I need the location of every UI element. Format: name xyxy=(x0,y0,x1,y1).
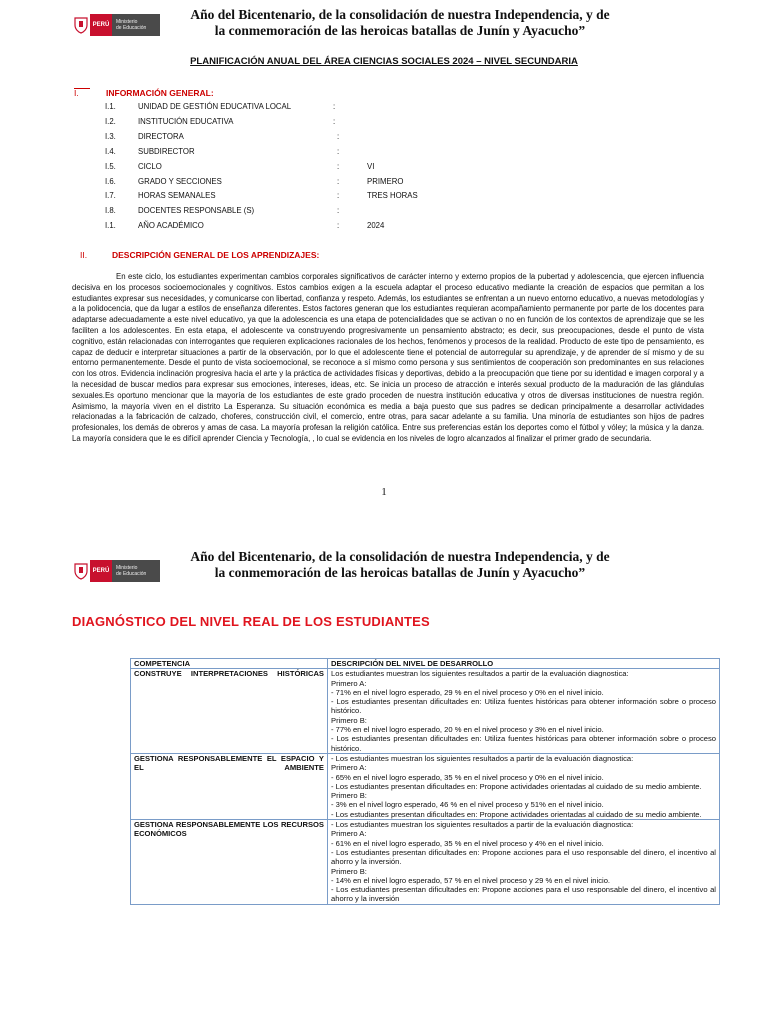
competency-cell: GESTIONA RESPONSABLEMENTE EL ESPACIO Y EL AMBIENTE xyxy=(131,753,328,819)
info-row xyxy=(105,191,505,205)
info-sep: : xyxy=(333,116,336,126)
info-n: I.2. xyxy=(105,116,116,126)
competency-cell: GESTIONA RESPONSABLEMENTE LOS RECURSOS ECONÓMICOS xyxy=(131,820,328,905)
info-row xyxy=(105,117,505,131)
info-value: VI xyxy=(367,161,375,171)
description-line: - Los estudiantes presentan dificultades en: Utiliza fuentes históricas para obtener información sobre o proceso histórico. xyxy=(331,734,716,753)
description-line: - 65% en el nivel logro esperado, 35 % en el nivel proceso y 0% en el nivel inicio. xyxy=(331,772,604,782)
info-row xyxy=(105,132,505,146)
logo-peru-text: PERÚ xyxy=(90,560,112,582)
info-label: DIRECTORA xyxy=(138,131,184,141)
info-label: CICLO xyxy=(138,161,162,171)
description-line: - Los estudiantes presentan dificultades en: Utiliza fuentes históricas para obtener información sobre o proceso histórico. xyxy=(331,697,716,716)
description-line: - 71% en el nivel logro esperado, 29 % en el nivel proceso y 0% en el nivel inicio. xyxy=(331,687,604,697)
description-line: Primero B: xyxy=(331,791,367,801)
description-line: - 77% en el nivel logro esperado, 20 % en el nivel proceso y 3% en el nivel inicio. xyxy=(331,725,604,735)
logo-ministry-text: Ministerio de Educación xyxy=(112,14,160,36)
info-row xyxy=(105,102,505,116)
info-row xyxy=(105,147,505,161)
description-line: Primero A: xyxy=(331,763,367,773)
info-sep: : xyxy=(333,102,336,111)
minedu-logo xyxy=(72,14,160,36)
description-line: - Los estudiantes presentan dificultades en: Propone actividades orientadas al cuidado de su medio ambiente. xyxy=(331,809,702,819)
info-row xyxy=(105,177,505,191)
page-header-2 xyxy=(0,546,768,596)
info-n: I.8. xyxy=(105,206,116,216)
info-label: AÑO ACADÉMICO xyxy=(138,221,204,231)
description-line: - 61% en el nivel logro esperado, 35 % en el nivel proceso y 4% en el nivel inicio. xyxy=(331,838,604,848)
motto: Año del Bicentenario, de la consolidación de nuestra Independencia, y de la conmemoración de las heroicas batallas de Junín y Ayacucho” xyxy=(190,7,610,38)
competency-cell: CONSTRUYE INTERPRETACIONES HISTÓRICAS xyxy=(131,669,328,754)
table-row xyxy=(131,669,720,754)
info-n: I.6. xyxy=(105,176,116,186)
motto: Año del Bicentenario, de la consolidación de nuestra Independencia, y de la conmemoración de las heroicas batallas de Junín y Ayacucho” xyxy=(190,549,610,580)
info-sep: : xyxy=(337,206,340,216)
info-value: TRES HORAS xyxy=(367,191,418,201)
info-sep: : xyxy=(337,176,340,186)
info-n: I.3. xyxy=(105,131,116,141)
document-title: PLANIFICACIÓN ANUAL DEL ÁREA CIENCIAS SOCIALES 2024 – NIVEL SECUNDARIA xyxy=(190,56,578,67)
info-label: INSTITUCIÓN EDUCATIVA xyxy=(138,116,234,126)
learning-description: En este ciclo, los estudiantes experimentan cambios corporales significativos de carácter interno y externo propios de la pubertad y adolescencia, que ejercen influencia decisiva en los procesos socioemocionales y cognitivos. Estos cambios exigen a la escuela adaptar el proceso educativo mediante la creación de espacios que permitan a los estudiantes expresar sus necesidades, y comunicarse con libertad, confianza y respeto. Además, los estudiantes se enfrentan a un nuevo entorno educativo, a nuevas metodologías y a la polidocencia, que da lugar a estilos de enseñanza diferentes. Estos factores generan que los estudiantes requieran acompañamiento permanente por parte de los docentes para adaptarse adecuadamente a este nivel educativo, ya que la adolescencia es una etapa de potencialidades que se activan o no en función de los contextos de aprendizaje que se les faciliten a los adolescentes. En esta etapa, el adolescente va construyendo progresivamente un pensamiento abstracto; es decir, sus preocupaciones, desde el punto de vista cognitivo, están relacionadas con interrogantes que requieren explicaciones racionales de los hechos, fenómenos y procesos de la realidad. Producto de este tipo de pensamiento, es capaz de deducir e interpretar situaciones a partir de la observación, por lo que el adolescente tiene el potencial de autorregular su aprendizaje, y de aprender de sí mismo y de su entorno permanentemente. Desde el punto de vista socioemocional, se reconoce a sí mismo como persona y sus sentimientos de cooperación son predominantes en sus relaciones con los otros. Evidencia inclinación progresiva hacia el arte y la práctica de actividades físicas y deportivas, debido a la preocupación que tiene por su identidad e imagen corporal y a la necesidad de buscar medios para expresar sus emociones, intereses, ideas, etc. Se inicia un proceso de atracción e interés sexual producto de la maduración de las glándulas sexuales.Es oportuno mencionar que la mayoría de los estudiantes de este grado proceden de nuestra institución educativa y otros de diversas instituciones de nuestra región. Asimismo, la mayoría viven en el distrito La Esperanza. Su situación económica es media a baja puesto que sus padres se dedican principalmente a desarrollar actividades relacionadas a la fabricación de calzado, choferes, construcción civil, el comercio, entre otras, para sacar adelante a su familia. Una minoría de estudiantes son hijos de padres profesionales, los demás de obreros y amas de casa. La mayoría profesan la religión católica. Entre sus preferencias están los deportes como el fútbol y vóley; la música y la danza. La mayoría considera que le es difícil aprender Ciencia y Tecnología, , lo cual se evidencia en los niveles de logro alcanzados al finalizar el primer grado de secundaria. xyxy=(72,272,704,443)
info-n: I.1. xyxy=(105,221,116,231)
page-number: 1 xyxy=(381,486,387,498)
info-label: UNIDAD DE GESTIÓN EDUCATIVA LOCAL xyxy=(138,102,292,111)
table-row xyxy=(131,753,720,819)
column-header: COMPETENCIA xyxy=(131,659,328,669)
table-header-row xyxy=(131,659,720,669)
table-row xyxy=(131,820,720,905)
description-line: - Los estudiantes presentan dificultades en: Propone acciones para el uso responsable del dinero, el incentivo al ahorro y la inversión xyxy=(331,885,716,904)
description-line: - 3% en el nivel logro esperado, 46 % en el nivel proceso y 51% en el nivel inicio. xyxy=(331,800,604,810)
page-header xyxy=(0,6,768,56)
info-sep: : xyxy=(337,221,340,231)
info-n: I.7. xyxy=(105,191,116,201)
diagnostic-table xyxy=(130,658,720,905)
info-n: I.5. xyxy=(105,161,116,171)
description-cell xyxy=(328,753,720,819)
description-line: Primero B: xyxy=(331,866,367,876)
description-line: Primero A: xyxy=(331,829,367,839)
column-header: DESCRIPCIÓN DEL NIVEL DE DESARROLLO xyxy=(328,659,720,669)
description-cell xyxy=(328,669,720,754)
description-line: Los estudiantes muestran los siguientes resultados a partir de la evaluación diagnostica: xyxy=(331,669,629,679)
description-line: - Los estudiantes muestran los siguientes resultados a partir de la evaluación diagnostica: xyxy=(331,753,634,763)
info-label: GRADO Y SECCIONES xyxy=(138,176,222,186)
description-line: - Los estudiantes presentan dificultades en: Propone acciones para el uso responsable del dinero, el incentivo al ahorro y la inversión. xyxy=(331,847,716,867)
info-n: I.1. xyxy=(105,102,116,111)
info-sep: : xyxy=(337,191,340,201)
coat-of-arms-icon xyxy=(72,14,90,36)
description-line: - Los estudiantes presentan dificultades en: Propone actividades orientadas al cuidado de su medio ambiente. xyxy=(331,781,702,791)
logo-ministry-text: Ministerio de Educación xyxy=(112,560,160,582)
description-line: - 14% en el nivel logro esperado, 57 % en el nivel proceso y 29 % en el nivel inicio. xyxy=(331,875,611,885)
info-sep: : xyxy=(337,131,340,141)
minedu-logo xyxy=(72,560,160,582)
description-line: - Los estudiantes muestran los siguientes resultados a partir de la evaluación diagnostica: xyxy=(331,820,634,830)
logo-peru-text: PERÚ xyxy=(90,14,112,36)
description-cell xyxy=(328,820,720,905)
info-n: I.4. xyxy=(105,146,116,156)
description-line: Primero A: xyxy=(331,678,367,688)
description-line: Primero B: xyxy=(331,715,367,725)
diagnostic-title: DIAGNÓSTICO DEL NIVEL REAL DE LOS ESTUDIANTES xyxy=(72,614,430,629)
info-sep: : xyxy=(337,146,340,156)
info-row xyxy=(105,221,505,235)
coat-of-arms-icon xyxy=(72,560,90,582)
info-label: HORAS SEMANALES xyxy=(138,191,216,201)
info-sep: : xyxy=(337,161,340,171)
info-value: PRIMERO xyxy=(367,176,404,186)
info-label: DOCENTES RESPONSABLE (S) xyxy=(138,206,255,216)
info-row xyxy=(105,162,505,176)
info-value: 2024 xyxy=(367,221,385,231)
info-row xyxy=(105,206,505,220)
info-label: SUBDIRECTOR xyxy=(138,146,195,156)
